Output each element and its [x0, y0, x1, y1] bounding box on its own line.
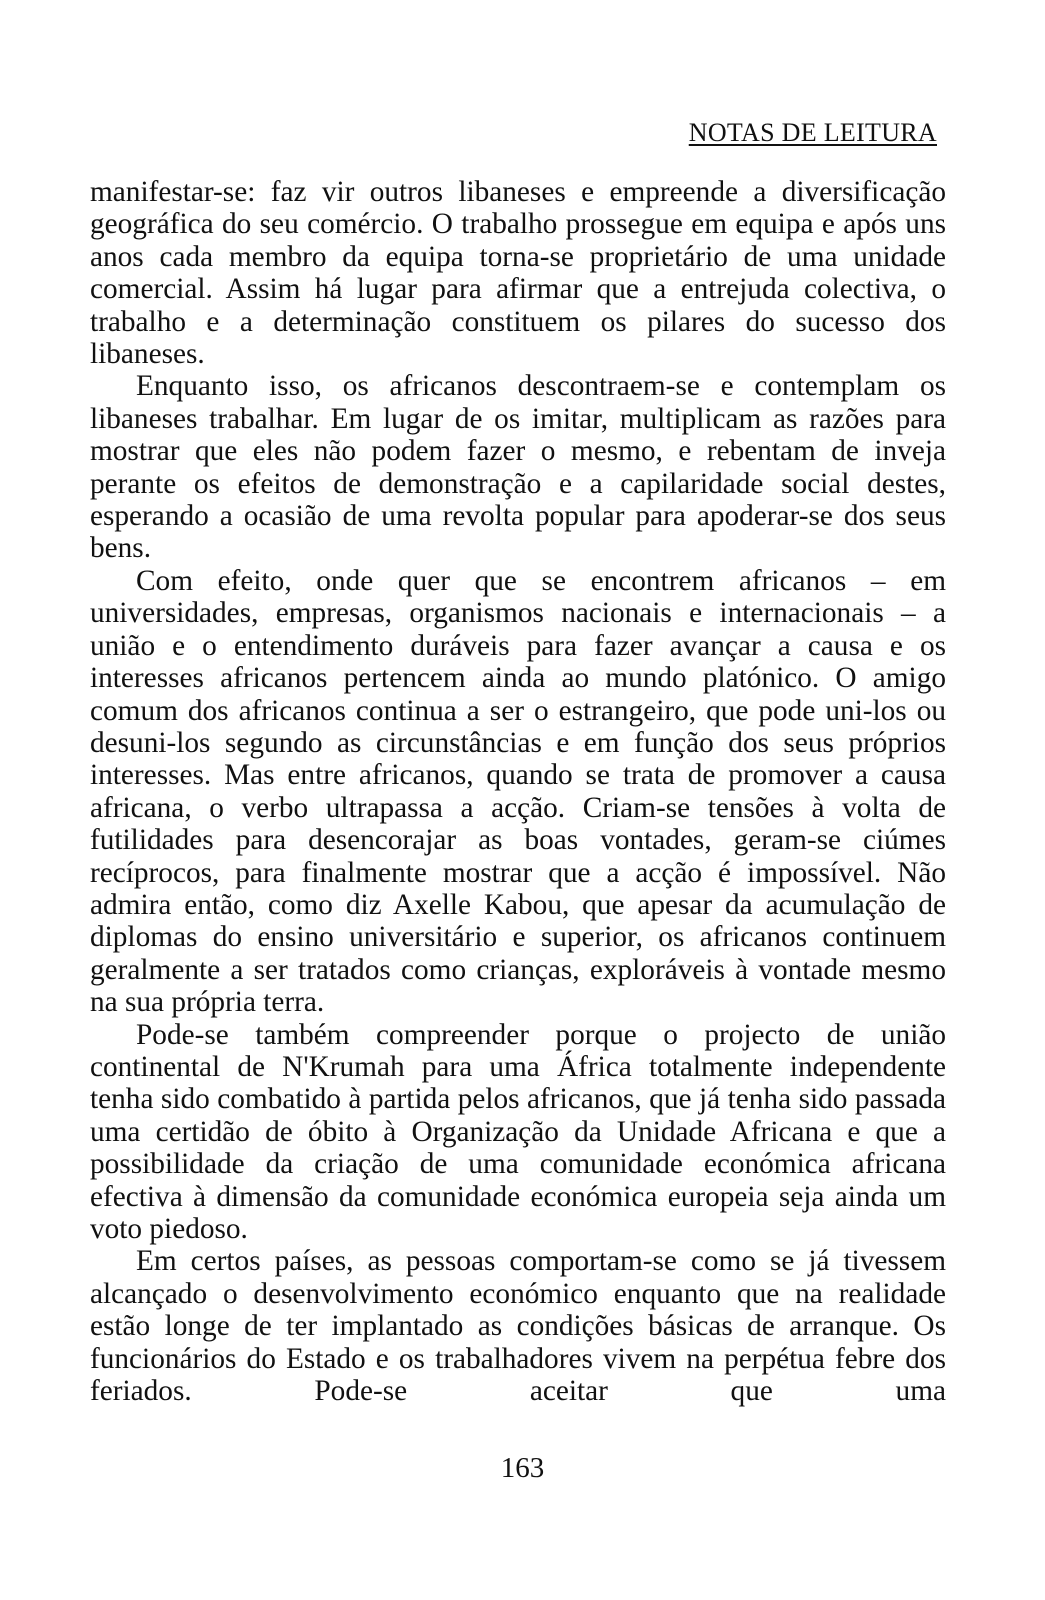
paragraph-5: Em certos países, as pessoas comportam-se como se já tivessem alcançado o desenvolvimento económico enquanto que na realidade estão longe de ter implantado as condições básicas de arranque. Os funcionários do Estado e os trabalhadores vivem na perpétua febre dos feriados. Pode-se aceitar que uma — [90, 1245, 946, 1408]
running-header-title: NOTAS DE LEITURA — [688, 118, 937, 147]
paragraph-3: Com efeito, onde quer que se encontrem africanos – em universidades, empresas, organismos nacionais e internacionais – a união e o entendimento duráveis para fazer avançar a causa e os interesses africanos pertencem ainda ao mundo platónico. O amigo comum dos africanos continua a ser o estrangeiro, que pode uni-los ou desuni-los segundo as circunstâncias e em função dos seus próprios interesses. Mas entre africanos, quando se trata de promover a causa africana, o verbo ultrapassa a acção. Criam-se tensões à volta de futilidades para desencorajar as boas vontades, geram-se ciúmes recíprocos, para finalmente mostrar que a acção é impossível. Não admira então, como diz Axelle Kabou, que apesar da acumulação de diplomas do ensino universitário e superior, os africanos continuem geralmente a ser tratados como crianças, exploráveis à vontade mesmo na sua própria terra. — [90, 564, 946, 1019]
paragraph-2: Enquanto isso, os africanos descontraem-se e contemplam os libaneses trabalhar. Em lugar de os imitar, multiplicam as razões para mostrar que eles não podem fazer o mesmo, e rebentam de inveja perante os efeitos de demonstração e a capilaridade social destes, esperando a ocasião de uma revolta popular para apoderar-se dos seus bens. — [90, 370, 946, 565]
body-text — [90, 176, 946, 1407]
paragraph-1: manifestar-se: faz vir outros libaneses e empreende a diversificação geográfica do seu comércio. O trabalho prossegue em equipa e após uns anos cada membro da equipa torna-se proprietário de uma unidade comercial. Assim há lugar para afirmar que a entrejuda colectiva, o trabalho e a determinação constituem os pilares do sucesso dos libaneses. — [90, 176, 946, 371]
page-number: 163 — [500, 1452, 545, 1484]
paragraph-4: Pode-se também compreender porque o projecto de união continental de N'Krumah para uma África totalmente independente tenha sido combatido à partida pelos africanos, que já tenha sido passada uma certidão de óbito à Organização da Unidade Africana e que a possibilidade da criação de uma comunidade económica africana efectiva à dimensão da comunidade económica europeia seja ainda um voto piedoso. — [90, 1018, 946, 1245]
